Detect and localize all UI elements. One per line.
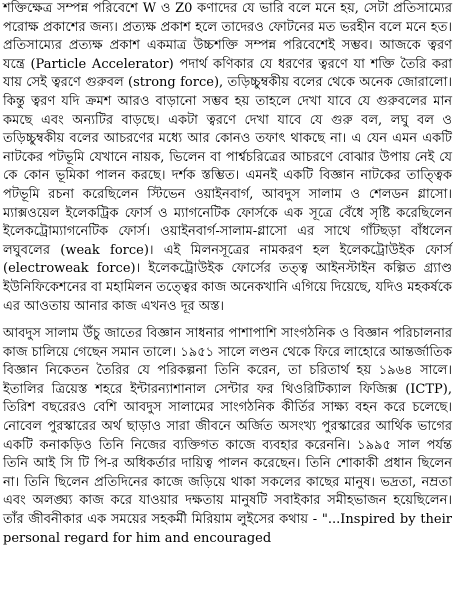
paragraph-electroweak: শক্তিক্ষেত্র সম্পন্ন পরিবেশে W ও Z0 কণাদের যে ভারি বলে মনে হয়, সেটা প্রতিসাম্যের পরোক্ষ প্রকাশের জন্য। প্রত্যক্ষ প্রকাশ হলে তাদেরও ফোটনের মত ভরহীন বলে মনে হত। প্রতিসাম্যের প্রত্যক্ষ প্রকাশ একমাত্র উচ্চশক্তি সম্পন্ন পরিবেশেই সম্ভব। আজকে ত্বরণ যন্ত্রে (Particle Accelerator) পদার্থ কণিকার যে ধরণের ত্বরণে যা শক্তি তৈরি করা যায় সেই ত্বরণে গুরুবল (strong force), তড়িচ্চুম্বকীয় বলের থেকে অনেক জোরালো। কিন্তু ত্বরণ যদি ক্রমশ আরও বাড়ানো সম্ভব হয় তাহলে দেখা যাবে যে গুরুবলের মান কমছে এবং অন্যটির বাড়ছে। একটা ত্বরণে দেখা যাবে যে গুরু বল, লঘু বল ও তড়িচ্চুম্বকীয় বলের আচরণের মধ্যে আর কোনও তফাৎ থাকছে না। এ যেন এমন একটি নাটকের পটভূমি যেখানে নায়ক, ভিলেন বা পার্শ্বচরিত্রের আচরণে বোঝার উপায় নেই যে কে কোন ভূমিকা পালন করছে। দর্শক স্তম্ভিত। এমনই একটি বিজ্ঞান নাটকের তাত্ত্বিক পটভূমি রচনা করেছিলেন স্টিভেন ওয়াইনবার্গ, আবদুস সালাম ও শেলডন গ্লাসো। ম্যাক্সওয়েল ইলেকট্রিক ফোর্স ও ম্যাগনেটিক ফোর্সকে এক সূত্রে বেঁধে সৃষ্টি করেছিলেন ইলেকট্রোম্যাগনেটিক ফোর্স। ওয়াইনবার্গ-সালাম-গ্লাসো এর সাথে গাঁটছড়া বাঁধলেন লঘুবলের (weak force)। এই মিলনসূত্রের নামকরণ হল ইলেকট্রোউইক ফোর্স (electroweak force)। ইলেকট্রোউইক ফোর্সের তত্ত্ব আইনস্টাইন কল্পিত গ্র্যাণ্ড ইউনিফিকেশনের বা মহামিলন তত্ত্বের কাজ অনেকখানি এগিয়ে দিয়েছে, যদিও মহকর্ষকে এর আওতায় আনার কাজ এখনও দূর অস্ত। — [3, 1, 452, 314]
paragraph-spacer — [3, 316, 452, 325]
paragraph-salam-organizer: আবদুস সালাম উঁচু জাতের বিজ্ঞান সাধনার পাশাপাশি সাংগঠনিক ও বিজ্ঞান পরিচালনার কাজ চালিয়ে গেছেন সমান তালে। ১৯৫১ সালে লণ্ডন থেকে ফিরে লাহোরে আন্তর্জাতিক বিজ্ঞান নিকেতন তৈরির যে পরিকল্পনা তিনি করেন, তা চরিতার্থ হয় ১৯৬৪ সালে। ইতালির ত্রিয়েস্ত শহরে ইন্টারন্যাশানাল সেন্টার ফর থিওরিটিক্যাল ফিজিক্স (ICTP), তিরিশ বছরেরও বেশি আবদুস সালামের সাংগঠনিক কীর্তির সাক্ষ্য বহন করে চলেছে। নোবেল পুরস্কারের অর্থ ছাড়াও সারা জীবনে অর্জিত অসংখ্য পুরস্কারের আর্থিক ভাগের একটি কনাকড়িও তিনি নিজের ব্যক্তিগত কাজে ব্যবহার করেননি। ১৯৯৫ সাল পর্যন্ত তিনি আই সি টি পি-র অধিকর্তার দায়িত্ব পালন করেছেন। তিনি শোকাকী প্রধান ছিলেন না। তিনি ছিলেন প্রতিদিনের কাজে জড়িয়ে থাকা সকলের কাছের মানুষ। ভদ্রতা, নম্রতা এবং অলঙ্ঘ্য কাজ করে যাওয়ার দক্ষতায় মানুষটি সবাইকার সমীহভাজন হয়েছিলেন। তাঁর জীবনীকার এক সময়ের সহকর্মী মিরিয়াম লুইসের কথায় - "...Inspired by their personal regard for him and encouraged — [3, 326, 452, 546]
